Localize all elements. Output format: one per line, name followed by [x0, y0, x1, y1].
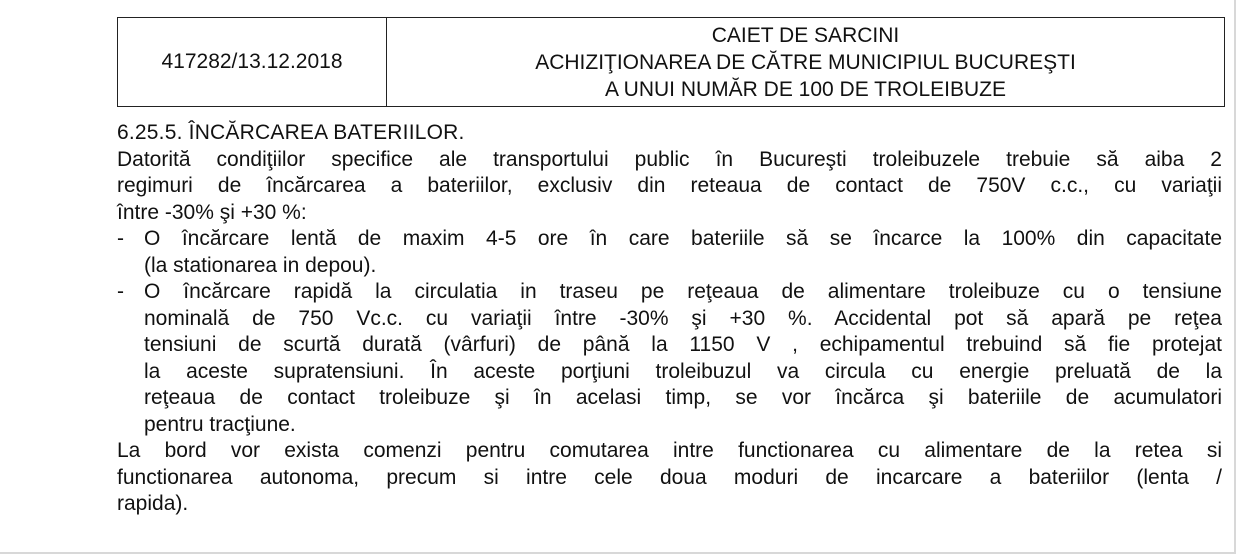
document-header-table	[117, 17, 1225, 107]
list-item-line: O încărcare lentă de maxim 4-5 ore în care bateriile să se încarce la 100% din capacitate	[144, 227, 1222, 250]
document-title	[387, 18, 1225, 107]
title-line: ACHIZIŢIONAREA DE CĂTRE MUNICIPIUL BUCUREŞTI	[535, 50, 1076, 74]
bullet-dash: -	[117, 280, 124, 303]
list-item-line: O încărcare rapidă la circulatia in traseu pe reţeaua de alimentare troleibuze cu o tensiune	[144, 280, 1222, 303]
paragraph-line: functionarea autonoma, precum si intre cele doua moduri de incarcare a bateriilor (lenta /	[117, 465, 1222, 489]
paragraph-line: regimuri de încărcarea a bateriilor, exclusiv din reteaua de contact de 750V c.c., cu variaţii	[117, 174, 1222, 197]
list-item-line: la aceste supratensiuni. În aceste porţiuni troleibuzul va circula cu energie preluată de la	[144, 359, 1222, 383]
document-reference: 417282/13.12.2018	[118, 18, 387, 107]
list-item	[117, 226, 1222, 279]
section-heading: 6.25.5. ÎNCĂRCAREA BATERIILOR.	[117, 121, 465, 144]
list-item-line: (la stationarea in depou).	[144, 253, 377, 277]
section-content	[117, 120, 1222, 518]
list-item-line: nominală de 750 Vc.c. cu variaţii între -30% şi +30 %. Accidental pot să apară pe reţea	[144, 306, 1222, 330]
title-line: CAIET DE SARCINI	[711, 23, 900, 47]
paragraph-line: rapida).	[117, 492, 189, 515]
bullet-dash: -	[117, 227, 124, 250]
closing-paragraph	[117, 438, 1222, 518]
paragraph-line: între -30% şi +30 %:	[117, 200, 307, 224]
paragraph-line: Datorită condiţiilor specifice ale transportului public în Bucureşti troleibuzele trebuie să aiba 2	[117, 147, 1222, 171]
title-line: A UNUI NUMĂR DE 100 DE TROLEIBUZE	[604, 77, 1007, 101]
list-item-line: tensiuni de scurtă durată (vârfuri) de până la 1150 V , echipamentul trebuind să fie protejat	[144, 333, 1222, 356]
list-item-line: pentru tracţiune.	[144, 412, 296, 436]
intro-paragraph	[117, 147, 1222, 227]
list-item-line: reţeaua de contact troleibuze şi în acelasi timp, se vor încărca şi bateriile de acumulatori	[144, 386, 1222, 409]
list-item	[117, 279, 1222, 438]
paragraph-line: La bord vor exista comenzi pentru comutarea intre functionarea cu alimentare de la retea si	[117, 439, 1222, 462]
